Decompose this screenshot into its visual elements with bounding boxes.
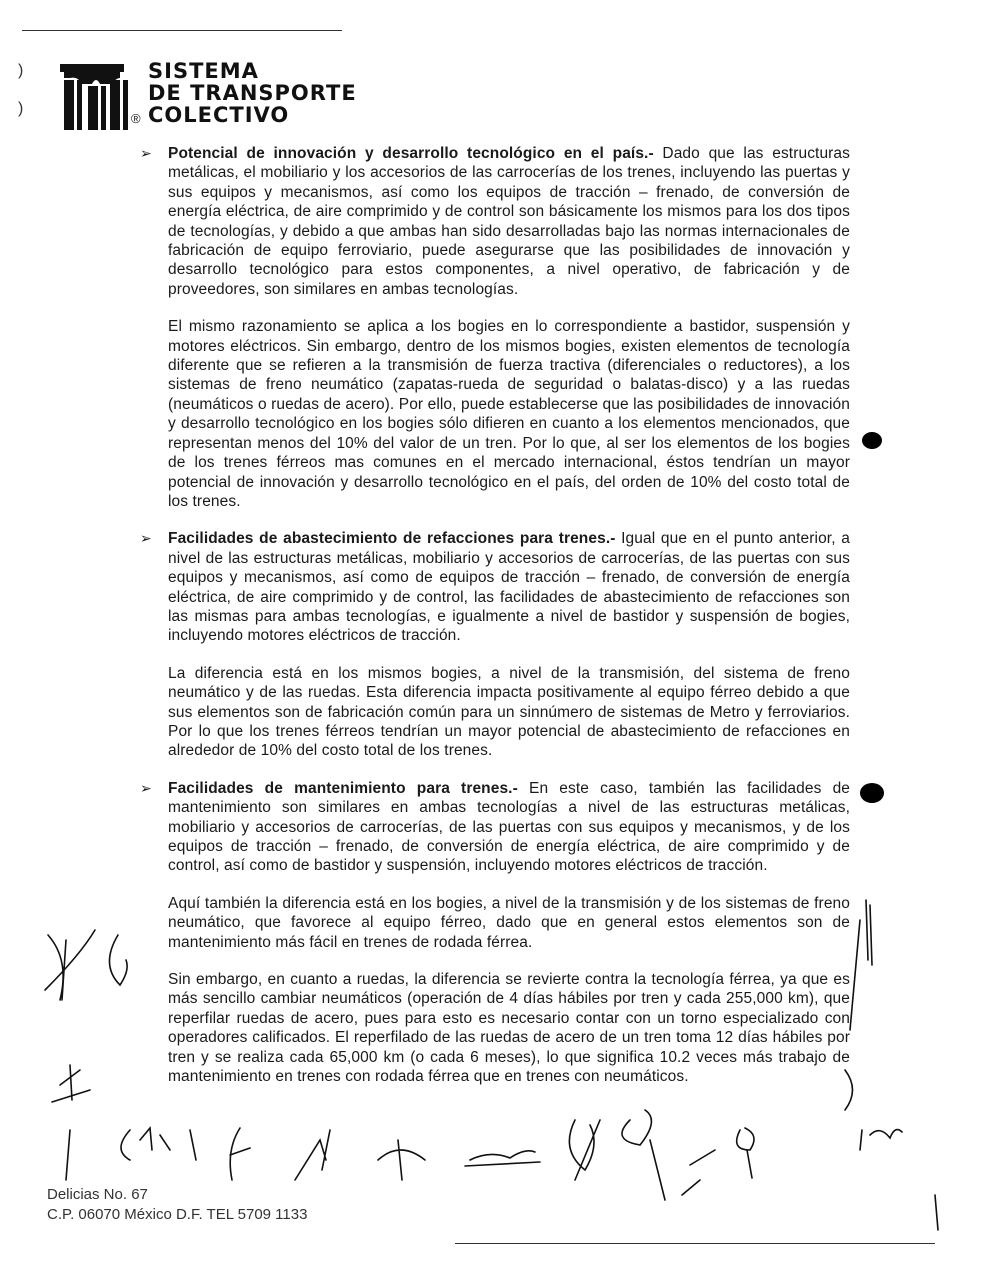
margin-mark: ) [18, 62, 24, 79]
document-body [140, 144, 851, 1086]
section-paragraph [168, 144, 850, 299]
body-paragraph: El mismo razonamiento se aplica a los bogies en lo correspondiente a bastidor, suspensión y motores eléctricos. Sin embargo, dentro de los mismos bogies, existen elementos de tecnología diferente que se refieren a la transmisión de fuerza tractiva (diferenciales o reductores), a los sistemas de freno neumático (zapatas-rueda de seguridad o balatas-disco) y a las ruedas (neumáticos o ruedas de acero). Por ello, puede establecerse que las posibilidades de innovación y desarrollo tecnológico en los bogies sólo difieren en cuanto a los elementos mencionados, que representan menos del 10% del valor de un tren. Por lo que, al ser los elementos de los bogies de los trenes férreos mas comunes en el mercado internacional, éstos tendrían un mayor potencial de innovación y desarrollo tecnológico en el país, del orden de 10% del costo total de los trenes. [168, 318, 850, 510]
footer-address [47, 1185, 307, 1225]
ink-blot [860, 783, 884, 803]
ink-blot [862, 432, 882, 449]
section-text: Dado que las estructuras metálicas, el mobiliario y los accesorios de las carrocerías de los trenes, incluyendo las puertas y sus equipos y mecanismos, así como los equipos de tracción – frenado, de conversión de energía eléctrica, de aire comprimido y de control son básicamente los mismos para los dos tipos de tecnologías, y debido a que ambas han sido desarrolladas bajo las normas internacionales de fabricación de equipo ferroviario, puede asegurarse que las posibilidades de innovación y desarrollo tecnológico para estos componentes, a nivel operativo, de fabricación y de proveedores, son similares en ambas tecnologías. [168, 145, 850, 298]
metro-logo-icon [60, 64, 128, 130]
stc-logo [60, 60, 370, 134]
section-paragraph [168, 779, 850, 876]
section-heading: Facilidades de abastecimiento de refacciones para trenes.- [168, 530, 616, 548]
bottom-rule [455, 1243, 935, 1244]
section-innovation [140, 144, 850, 511]
section-paragraph [168, 529, 850, 645]
body-paragraph: La diferencia está en los mismos bogies, a nivel de la transmisión, del sistema de freno neumático y de las ruedas. Esta diferencia impacta positivamente al equipo férreo debido a que sus elementos son de fabricación común para un sinnúmero de sistemas de Metro y ferroviarios. Por lo que los trenes férreos tendrían un mayor potencial de abastecimiento de refacciones en alrededor de 10% del costo total de los trenes. [168, 664, 850, 760]
body-paragraph: Aquí también la diferencia está en los bogies, a nivel de la transmisión y de los sistemas de freno neumático, que favorece al equipo férreo, dado que en general estos elementos son de mantenimiento más fácil en trenes de rodada férrea. [168, 894, 850, 951]
top-rule [22, 30, 342, 31]
section-maintenance [140, 779, 851, 1087]
body-paragraph: Sin embargo, en cuanto a ruedas, la diferencia se revierte contra la tecnología férrea, ya que es más sencillo cambiar neumáticos (operación de 4 días hábiles por tren y cada 255,000 km), que reperfilar ruedas de acero, pues para esto es necesario contar con un torno especializado con operadores calificados. El reperfilado de las ruedas de acero de un tren toma 12 días hábiles por tren y se realiza cada 65,000 km (o cada 6 meses), lo que significa 10.2 veces más trabajo de mantenimiento en trenes con rodada férrea que en trenes con neumáticos. [168, 971, 850, 1086]
bullet-arrow-icon: ➢ [140, 779, 152, 796]
section-heading: Potencial de innovación y desarrollo tecnológico en el país.- [168, 145, 654, 162]
registered-mark: ® [131, 111, 141, 126]
section-heading: Facilidades de mantenimiento para trenes.- [168, 779, 518, 797]
footer-street: Delicias No. 67 [47, 1186, 148, 1203]
bullet-arrow-icon: ➢ [140, 530, 152, 547]
margin-mark: ) [18, 100, 24, 117]
section-text: En este caso, también las facilidades de mantenimiento son similares en ambas tecnologías a nivel de las estructuras metálicas, mobiliario y accesorios de carrocerías, de las puertas con sus equipos y mecanismos, y de los equipos de tracción – frenado, de conversión de energía eléctrica, de aire comprimido y de control, así como de bastidor y suspensión, incluyendo motores eléctricos de tracción. [168, 779, 851, 875]
bullet-arrow-icon: ➢ [140, 145, 152, 161]
section-spare-parts [140, 529, 850, 760]
footer-postal-phone: C.P. 06070 México D.F. TEL 5709 1133 [47, 1206, 308, 1223]
org-name-line: COLECTIVO [148, 103, 290, 127]
organization-name [148, 60, 357, 126]
org-name-line: SISTEMA [148, 59, 259, 83]
section-text: Igual que en el punto anterior, a nivel de las estructuras metálicas, mobiliario y accesorios de carrocerías, de las puertas con sus equipos y mecanismos, así como de equipos de tracción – frenado, de conversión de energía eléctrica, de aire comprimido y de control, las facilidades de abastecimiento de refacciones son las mismas para ambas tecnologías, e igualmente a nivel de bastidor y suspensión de bogies, incluyendo motores eléctricos de tracción. [168, 530, 850, 645]
org-name-line: DE TRANSPORTE [148, 81, 357, 105]
